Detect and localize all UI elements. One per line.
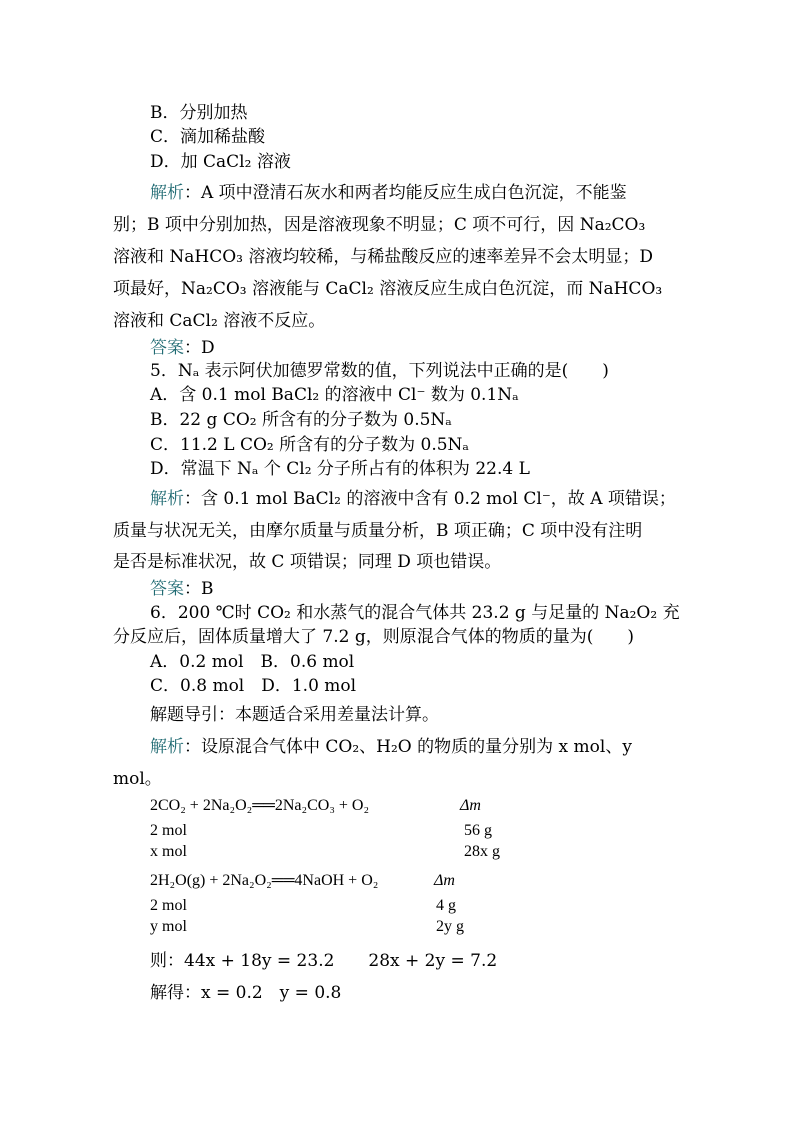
answer-label: 答案: [150, 338, 184, 358]
q4-analysis-line-1: 解析：A 项中澄清石灰水和两者均能反应生成白色沉淀，不能鉴: [150, 183, 627, 203]
eq1-row2-left: x mol: [150, 843, 187, 860]
delta-m-label: Δm: [460, 797, 481, 814]
q4-analysis-line-2: 别；B 项中分别加热，因是溶液现象不明显；C 项不可行，因 Na₂CO₃: [113, 215, 646, 235]
eq2-row2-left: y mol: [150, 918, 187, 935]
equation-h2o: 2H₂O(g) + 2Na₂O₂══4NaOH + O₂: [150, 872, 379, 889]
analysis-label: 解析: [150, 489, 184, 509]
q5-option-c: C．11.2 L CO₂ 所含有的分子数为 0.5Nₐ: [150, 435, 469, 455]
analysis-label: 解析: [150, 183, 184, 203]
eq1-row2-right: 28x g: [464, 843, 500, 860]
q5-stem: 5．Nₐ 表示阿伏加德罗常数的值，下列说法中正确的是( ): [150, 361, 609, 381]
q4-option-b: B．分别加热: [150, 103, 248, 123]
eq2-row1-left: 2 mol: [150, 897, 187, 914]
equation-co2: 2CO₂ + 2Na₂O₂══2Na₂CO₃ + O₂: [150, 797, 370, 814]
eq1-row1-right: 56 g: [464, 822, 492, 839]
eq1-row1-left: 2 mol: [150, 822, 187, 839]
eq2-row2-right: 2y g: [436, 918, 464, 935]
solution: 解得：x = 0.2 y = 0.8: [150, 983, 342, 1003]
q5-answer: 答案：B: [150, 579, 214, 599]
q4-analysis-line-4: 项最好，Na₂CO₃ 溶液能与 CaCl₂ 溶液反应生成白色沉淀，而 NaHCO₃: [113, 279, 663, 299]
analysis-label: 解析: [150, 737, 184, 757]
delta-m-label: Δm: [434, 872, 455, 889]
q4-option-d: D．加 CaCl₂ 溶液: [150, 152, 291, 172]
eq2-row1-right: 4 g: [436, 897, 456, 914]
q6-stem-line-1: 6．200 ℃时 CO₂ 和水蒸气的混合气体共 23.2 g 与足量的 Na₂O₂ 充: [150, 603, 680, 623]
q6-analysis-line-2: mol。: [113, 769, 162, 789]
q6-guide: 解题导引：本题适合采用差量法计算。: [150, 705, 439, 725]
system-of-equations: 则：44x + 18y = 23.2 28x + 2y = 7.2: [150, 951, 498, 971]
q5-analysis-line-2: 质量与状况无关，由摩尔质量与质量分析，B 项正确；C 项中没有注明: [113, 521, 643, 541]
answer-label: 答案: [150, 579, 184, 599]
q4-analysis-line-3: 溶液和 NaHCO₃ 溶液均较稀，与稀盐酸反应的速率差异不会太明显；D: [113, 247, 654, 267]
q6-analysis-line-1: 解析：设原混合气体中 CO₂、H₂O 的物质的量分别为 x mol、y: [150, 737, 632, 757]
q6-stem-line-2: 分反应后，固体质量增大了 7.2 g，则原混合气体的物质的量为( ): [113, 627, 634, 647]
q5-option-a: A．含 0.1 mol BaCl₂ 的溶液中 Cl⁻ 数为 0.1Nₐ: [150, 385, 519, 405]
q4-answer: 答案：D: [150, 338, 215, 358]
q5-analysis-line-1: 解析：含 0.1 mol BaCl₂ 的溶液中含有 0.2 mol Cl⁻，故 A 项错误；: [150, 489, 676, 509]
q5-analysis-line-3: 是否是标准状况，故 C 项错误；同理 D 项也错误。: [113, 552, 502, 572]
q6-options-row-1: A．0.2 mol B．0.6 mol: [150, 652, 355, 672]
q5-option-d: D．常温下 Nₐ 个 Cl₂ 分子所占有的体积为 22.4 L: [150, 459, 530, 479]
q5-option-b: B．22 g CO₂ 所含有的分子数为 0.5Nₐ: [150, 410, 452, 430]
q4-option-c: C．滴加稀盐酸: [150, 127, 266, 147]
q4-analysis-line-5: 溶液和 CaCl₂ 溶液不反应。: [113, 311, 326, 331]
q6-options-row-2: C．0.8 mol D．1.0 mol: [150, 676, 357, 696]
